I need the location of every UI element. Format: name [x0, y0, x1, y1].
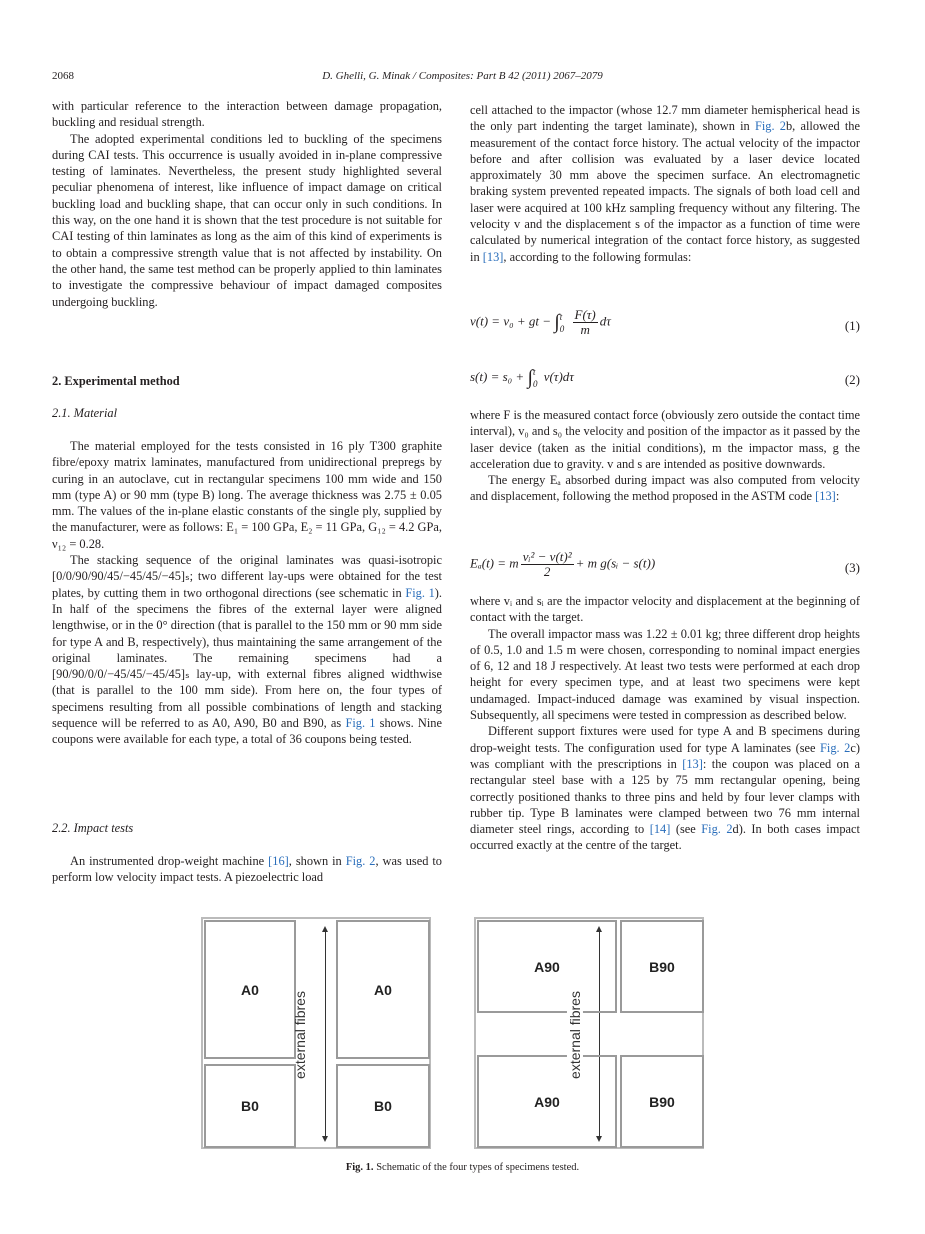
text-run: The material employed for the tests consisted in 16 ply T300 graphite fibre/epoxy matrix laminates, manufactured from unidirectional prepregs by curing in an autoclave, cut in rectangular specimens 100 mm wide and 150 mm (type A) or 90 mm (type B) long. The average thickness was 2.75 ± 0.05 mm. The values of the in-plane elastic constants of the single ply, supplied by the manufacturer, were as follows: E₁ = 100 GPa, E₂ = 11 GPa, G₁₂ = 4.2 GPa, ν₁₂ = 0.28. — [52, 439, 442, 551]
right-column-mid — [470, 407, 860, 505]
paragraph — [470, 723, 860, 853]
reference-link[interactable]: Fig. 2 — [754, 119, 786, 134]
specimen-b0: B0 — [204, 1064, 296, 1148]
integral-limits — [560, 311, 565, 335]
specimen-b90: B90 — [620, 1055, 704, 1148]
text-run: An instrumented drop-weight machine — [70, 854, 269, 868]
reference-link[interactable]: Fig. 2 — [820, 740, 851, 755]
paragraph — [52, 438, 442, 552]
paragraph — [52, 131, 442, 310]
text-run: , was used to perform low velocity impact tests. A piezoelectric load — [52, 854, 443, 885]
paragraph — [470, 593, 860, 626]
caption-text: Schematic of the four types of specimens tested. — [376, 1162, 580, 1173]
text-run: where vᵢ and sᵢ are the impactor velocity and displacement at the beginning of contact with the target. — [470, 594, 860, 625]
arrow-label: external fibres — [291, 991, 308, 1079]
text-run: The overall impactor mass was 1.22 ± 0.01 kg; three different drop heights of 0.5, 1.0 and 1.5 m were chosen, corresponding to nominal impact energies of 6, 12 and 18 J respectively. At least two tests were performed at each drop height for every specimen type, and at least two specimens were kept undamaged. Impact-induced damage was examined by visual inspection. Subsequently, all specimens were tested in compression as described below. — [470, 626, 860, 723]
right-column-bottom — [470, 593, 860, 854]
figure-left-panel — [201, 917, 431, 1149]
equation-number: (3) — [844, 560, 860, 575]
reference-link[interactable]: [13] — [482, 249, 504, 264]
subsection-heading: 2.2. Impact tests — [52, 821, 134, 835]
equation-number: (2) — [844, 372, 860, 387]
text-run: The stacking sequence of the original laminates was quasi-isotropic [0/0/90/90/45/−45/45/−45]ₛ; two different lay-ups were obtained for the test plates, by cutting them in two orthogonal directions (see schematic in — [52, 553, 442, 600]
equation-number: (1) — [844, 318, 860, 333]
reference-link[interactable]: Fig. 1 — [405, 585, 435, 600]
reference-link[interactable]: Fig. 2 — [701, 822, 733, 837]
text-run: : — [835, 489, 840, 504]
caption-label: Fig. 1. — [345, 1162, 374, 1173]
specimen-a90: A90 — [477, 1055, 617, 1148]
running-title: D. Ghelli, G. Minak / Composites: Part B 42 (2011) 2067–2079 — [322, 70, 603, 82]
reference-link[interactable]: [13] — [815, 489, 836, 504]
text-run: The energy Eₐ absorbed during impact was also computed from velocity and displacement, following the method proposed in the ASTM code — [470, 473, 860, 504]
text-run: with particular reference to the interaction between damage propagation, buckling and residual strength. — [52, 99, 442, 130]
text-run: : the coupon was placed on a rectangular steel base with a 125 by 75 mm rectangular opening, being correctly positioned thanks to three pins and held by four lever clamps with rubber tip. Type B laminates were clamped between two 76 mm internal diameter steel rings, according to — [470, 756, 861, 837]
eq-lhs: Eₐ(t) = m — [470, 555, 519, 571]
left-column-material — [52, 438, 442, 748]
text-run: , according to the following formulas: — [503, 249, 692, 264]
paragraph — [52, 853, 442, 886]
paragraph — [470, 407, 860, 472]
figure-caption — [0, 1162, 925, 1173]
reference-link[interactable]: [14] — [649, 822, 671, 837]
section-heading: 2. Experimental method — [52, 374, 180, 388]
upper-limit: t — [532, 367, 536, 377]
text-run: b, allowed the measurement of the contact force history. The actual velocity of the impactor before and after collision was evaluated by a laser device located approximately 30 mm above the specimen surface. An electromagnetic braking system prevented repeated impacts. The signals of both load cell and laser were acquired at 100 kHz sampling frequency without any filtering. The velocity v and the displacement s of the impactor as a function of time were calculated by numerical integration of the contact force history, as suggested in — [470, 119, 861, 264]
paragraph — [52, 98, 442, 131]
reference-link[interactable]: [13] — [682, 756, 703, 771]
denominator: m — [580, 322, 590, 337]
eq-lhs: v(t) = v₀ + gt − — [470, 313, 552, 329]
paragraph — [470, 102, 860, 265]
paragraph — [470, 626, 860, 724]
text-run: , shown in — [288, 854, 346, 868]
text-run: c) was compliant with the prescriptions in — [470, 740, 860, 771]
text-run: d). In both cases impact occurred exactly at the centre of the target. — [470, 822, 860, 853]
left-column-impact — [52, 853, 442, 886]
equation-1 — [470, 308, 860, 337]
subsection-heading: 2.1. Material — [52, 406, 118, 420]
upper-limit: t — [559, 311, 563, 322]
integral-limits — [533, 366, 538, 390]
text-run: ). In half of the specimens the fibres of the external layer were aligned lengthwise, or in the 0° direction (that is parallel to the 150 mm or 90 mm side for type A and B, respectively), thus maintaining the same arrangement of the original laminates. The remaining specimens had a [90/90/0/0/−45/45/−45/45]ₛ lay-up, with external fibres aligned widthwise (that is parallel to the 100 mm side). From here on, the four types of specimens resulting from all possible combinations of length and stacking sequence will be referred to as A0, A90, B0 and B90, as — [52, 585, 443, 731]
integral-sign: ∫ — [527, 366, 533, 389]
integral-sign: ∫ — [554, 311, 560, 333]
text-run: where F is the measured contact force (obviously zero outside the contact time interval), v₀ and s₀ the velocity and position of the impactor as it passed by the laser device (taken as the initial conditions), m the impactor mass, g the acceleration due to gravity. v and s are intended as positive downwards. — [470, 408, 860, 471]
lower-limit: 0 — [532, 379, 538, 389]
text-run: cell attached to the impactor (whose 12.7 mm diameter hemispherical head is the only part indenting the target laminate), shown in — [470, 103, 860, 134]
left-column — [52, 98, 442, 310]
fraction — [521, 550, 574, 579]
specimen-a0: A0 — [336, 920, 430, 1059]
eq-lhs: s(t) = s₀ + — [470, 368, 525, 384]
fraction — [573, 308, 598, 337]
lower-limit: 0 — [559, 323, 565, 334]
text-run: (see — [670, 822, 702, 837]
reference-link[interactable]: Fig. 2 — [345, 854, 376, 868]
arrow-label: external fibres — [566, 991, 583, 1079]
denominator: 2 — [543, 564, 551, 579]
text-run: The adopted experimental conditions led to buckling of the specimens during CAI tests. This occurrence is usually avoided in in-plane compressive testing of laminates. Nevertheless, the present study highlighted several peculiar phenomena of interest, like influence of impact damage on critical buckling load and buckling shape, that can occur only in such conditions. In this way, on the one hand it is shown that the test procedure is not suitable for CAI testing of thin laminates as long as the aim of this kind of experiments is to obtain a compressive strength value that is not affected by instability. On the other hand, the same test method can be properly applied to thin laminates to investigate the compressive behaviour of impact damaged composites undergoing buckling. — [52, 131, 442, 309]
equation-3 — [470, 550, 860, 579]
numerator: vᵢ² − v(t)² — [522, 549, 572, 564]
page-number: 2068 — [52, 70, 74, 82]
eq-body: v(τ)dτ — [543, 368, 574, 384]
eq-tail: dτ — [599, 313, 611, 329]
fibre-direction-arrow-icon — [325, 931, 326, 1137]
text-run: Different support fixtures were used for type A and B specimens during drop-weight tests. The configuration used for type A laminates (see — [470, 724, 860, 755]
specimen-a90: A90 — [477, 920, 617, 1013]
reference-link[interactable]: Fig. 1 — [345, 716, 376, 731]
text-run: shows. Nine coupons were available for each type, a total of 36 coupons being tested. — [52, 716, 442, 747]
equation-2 — [470, 366, 860, 390]
eq-tail: + m g(sᵢ − s(t)) — [575, 555, 656, 571]
reference-link[interactable]: [16] — [268, 854, 289, 868]
right-column — [470, 102, 860, 265]
specimen-b90: B90 — [620, 920, 704, 1013]
specimen-a0: A0 — [204, 920, 296, 1059]
paragraph — [52, 552, 442, 748]
paragraph — [470, 472, 860, 505]
figure-right-panel — [474, 917, 704, 1149]
numerator: F(τ) — [574, 307, 596, 322]
specimen-b0: B0 — [336, 1064, 430, 1148]
